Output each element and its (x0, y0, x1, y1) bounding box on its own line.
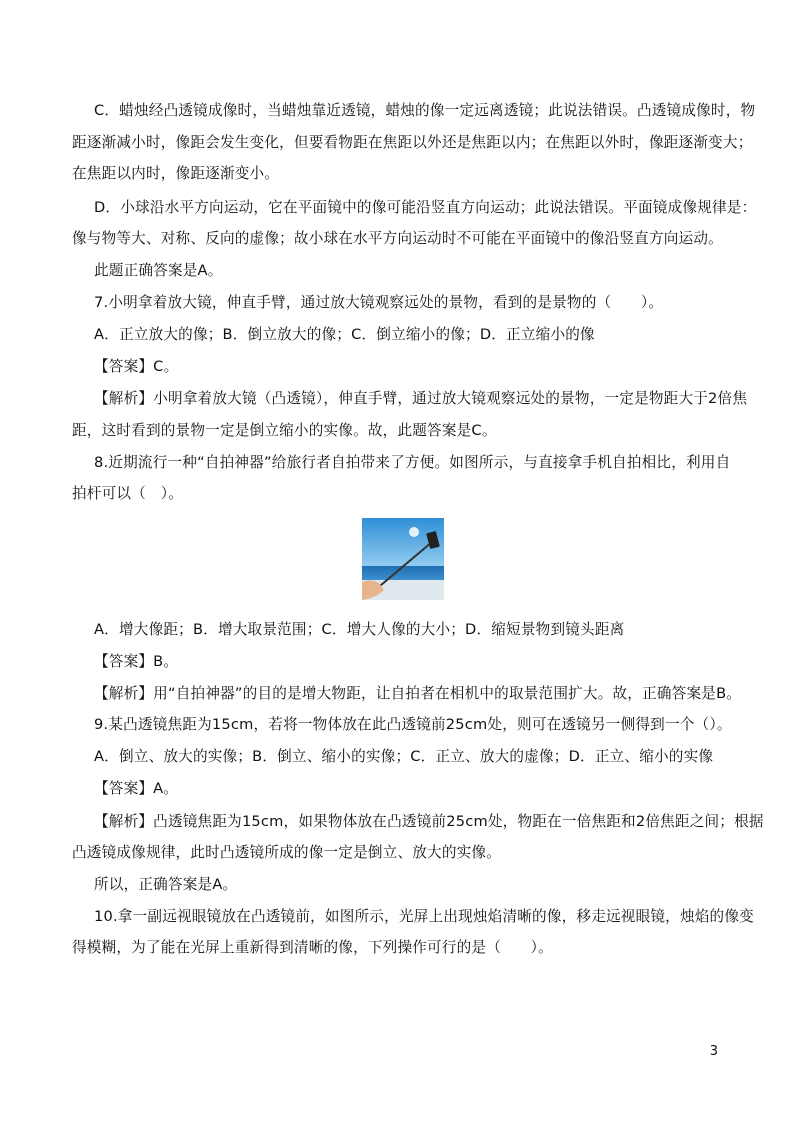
selfie-stick-photo (362, 518, 444, 600)
answer-8: 【答案】B。 (94, 653, 179, 670)
paragraph-line: 此题正确答案是A。 (94, 262, 223, 279)
question-10: 10.拿一副远视眼镜放在凸透镜前，如图所示，光屏上出现烛焰清晰的像，移走远视眼镜，烛焰的像变 (94, 908, 754, 925)
question-9-options: A．倒立、放大的实像；B．倒立、缩小的实像；C．正立、放大的虚像；D．正立、缩小的实像 (94, 748, 714, 765)
paragraph-line: C．蜡烛经凸透镜成像时，当蜡烛靠近透镜，蜡烛的像一定远离透镜；此说法错误。凸透镜成像时，物 (94, 102, 756, 119)
page-number: 3 (709, 1044, 718, 1059)
analysis-8: 【解析】用“自拍神器”的目的是增大物距，让自拍者在相机中的取景范围扩大。故，正确答案是B。 (94, 685, 742, 702)
analysis-7: 【解析】小明拿着放大镜（凸透镜），伸直手臂，通过放大镜观察远处的景物，一定是物距大于2倍焦 (94, 390, 748, 407)
analysis-9: 【解析】凸透镜焦距为15cm，如果物体放在凸透镜前25cm处，物距在一倍焦距和2倍焦距之间；根据 (94, 813, 764, 830)
question-9: 9.某凸透镜焦距为15cm，若将一物体放在此凸透镜前25cm处，则可在透镜另一侧得到一个（）。 (94, 716, 732, 733)
question-10-cont: 得模糊，为了能在光屏上重新得到清晰的像，下列操作可行的是（ ）。 (72, 939, 553, 956)
answer-9-final: 所以，正确答案是A。 (94, 876, 238, 893)
paragraph-line: 在焦距以内时，像距逐渐变小。 (72, 165, 280, 182)
question-8-options: A．增大像距；B．增大取景范围；C．增大人像的大小；D．缩短景物到镜头距离 (94, 621, 625, 638)
question-7-options: A．正立放大的像；B．倒立放大的像；C．倒立缩小的像；D．正立缩小的像 (94, 326, 595, 343)
paragraph-line: 距逐渐减小时，像距会发生变化，但要看物距在焦距以外还是焦距以内；在焦距以外时，像距逐渐变大； (72, 134, 753, 151)
question-7: 7.小明拿着放大镜，伸直手臂，通过放大镜观察远处的景物，看到的是景物的（ ）。 (94, 294, 664, 311)
paragraph-line: 像与物等大、对称、反向的虚像；故小球在水平方向运动时不可能在平面镜中的像沿竖直方向运动。 (72, 230, 723, 247)
analysis-7-cont: 距，这时看到的景物一定是倒立缩小的实像。故，此题答案是C。 (72, 422, 497, 439)
question-8-cont: 拍杆可以（ ）。 (72, 485, 184, 502)
paragraph-line: D．小球沿水平方向运动，它在平面镜中的像可能沿竖直方向运动；此说法错误。平面镜成像规律是： (94, 199, 757, 216)
question-8: 8.近期流行一种“自拍神器”给旅行者自拍带来了方便。如图所示，与直接拿手机自拍相比，利用自 (94, 454, 731, 471)
answer-7: 【答案】C。 (94, 358, 179, 375)
analysis-9-cont: 凸透镜成像规律，此时凸透镜所成的像一定是倒立、放大的实像。 (72, 844, 502, 861)
answer-9: 【答案】A。 (94, 780, 179, 797)
